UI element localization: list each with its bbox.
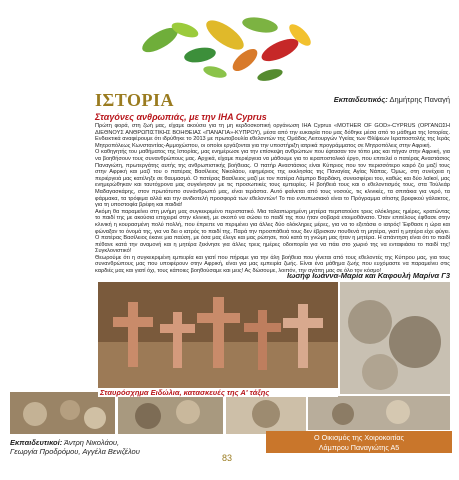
leaf-decoration: [0, 0, 459, 86]
leaf-shape: [202, 64, 228, 80]
model-village-photo-3: [226, 392, 306, 434]
model-village-illustration: [10, 392, 115, 434]
footer-editor-names-2: Γεωργία Προδρόμου, Αγγέλα Βενιζέλου: [10, 447, 140, 456]
model-village-illustration: [308, 396, 450, 430]
clay-figurines-photo: [98, 282, 338, 388]
figurines-illustration: [98, 282, 338, 388]
leaf-shape: [229, 45, 261, 75]
editor-name: Δημήτρης Παναγή: [389, 95, 450, 104]
model-village-illustration: [118, 392, 223, 434]
article-paragraph: Ακόμη θα παραμείνει στη μνήμη μας συγκεκριμένο περιστατικό. Μια ταλαιπωρημένη μητέρα περπατούσε τρεις ολόκληρες ημέρες, κρατώντας το παιδί της με ακούσια επιχειρεί στην κλινική, με σκοπό να σώσει το παιδί της που ήταν σοβαρά ετοιμοθάνατο. Όταν επιτέλους έφθασε στην κλινική η κουρασμένη πολύ πολλή, που έπρεπε να περιμένει για άλλες δύο ολόκληρες μέρες, για να το εξετάσει ο ιατρός! Έφθασε η ώρα και φώναξαν το όνομά της, για να δει ο ιατρός το παιδί της. Παρά την προσπάθειά τους δεν έβρισκαν πουθενά τη μητέρα, γιατί η μητέρα είχε φύγει. Ο πατέρας Βασίλειος έκανε μια παύση, με όσα μας έλεγε και μας ρώτησε, πού κατά τη γνώμη μας ήταν η μητέρα. Η απάντηση είναι ότι το παιδί πέθανε κατά την αναμονή και η μητέρα ξεκίνησε για άλλες τρεις ημέρες οδοιπορία για να πάει στο χωριό της να ενταφιάσει το παιδί της! Συγκλονιστικό!: [95, 208, 450, 255]
footer-editors: [10, 438, 210, 456]
figurines-caption: Σταυρόσχημα Ειδώλια, κατασκευές της Α' τάξης: [98, 388, 338, 397]
article-paragraph: Πρώτη φορά, στη ζωή μας, είχαμε ακούσει για τη μη κερδοσκοπική οργάνωση IHA Cyprus «MOTHER OF GOD»-CYPRUS (ΟΡΓΑΝΩΣΗ ΔΙΕΘΝΟΥΣ ΑΝΘΡΩΠΙΣΤΙΚΗΣ ΒΟΗΘΕΙΑΣ «ΠΑΝΑΓΙΑ»-ΚΥΠΡΟΥ), μέσα από την ευκαιρία που μας δόθηκε μέσα από το μάθημα της Ιστορίας. Ενδεικτικά αναφέρουμε ότι ιδρύθηκε το 2013 με πρωτοβουλία εθελοντών της Ομάδας Λειτουργών Υγείας των Θλίψεων Ιεραποστολής της Ιεράς Μητροπόλεως Κωνσταντίας-Αμμοχώστου, οι οποίοι εργάζονται για την υποστήριξη ιατρικά προγράμματος σε Μητροπόλεις στην Αφρική.: [95, 123, 450, 149]
article-paragraph: Θεωρούμε ότι η συγκεκριμένη εμπειρία και γιατί που πήραμε για την άλη βοήθεια που γίνεται από τους εθελοντές της Κύπρου μας, για τους συνανθρώπους μας που υποφέρουν στην Αφρική, είναι για μας εμπειρία ζωής. Είναι ένα μάθημα ζωής που ευχόμαστε να παραμείνει στις καρδιές μας και γιατί όχι, τους κάποιες βοηθούσαμε και μεις! Ας δώσουμε, λοιπόν, την αγάπη μας σε όλο τον κόσμο!: [95, 254, 450, 275]
section-title-row: [95, 90, 450, 108]
model-village-photo-4: [308, 396, 450, 430]
article-paragraph: Ο καθηγητής του μαθήματος της Ιστορίας, μας ενημέρωσε για την επίσκεψη ανθρώπων που έφτασαν τον τόπο μας και πήγαν στην Αφρική, για να βοηθήσουν τους συνανθρώπους μας. Αρχικά, είχαμε περιέργεια να μάθουμε για το ιεραποστολικό έργο, που επιτελεί ο πατέρας Αναστάσιος Παναγιώτη, πρωτεργάτης αυτής της ανθρωπιστικής βοήθειας. Ο πατήρ Αναστάσιος είναι Κύπριος που τον περισσότερο καιρό ζει μαζί τους στην Αφρική και μαζί του ο πατέρας Βασίλειος Νικολάου, εφημέριος της εκκλησίας της Παναγίας Αγίας Νάπας. Όμως, στη συνέχεια η περιέργειά μας κατέληξε σε θαυμασμό. Ο πατέρας Βασίλειος μαζί με τον πατέρα Λάμπρο Βαρδάκη, συνεισφέρει του, καθώς και δύο λαϊκοί, μας ενημερώθηκαν και ταυτόχρονα μας συγκίνησαν με τις προσωπικές τους εμπειρίες. Η βοήθειά τους και ο εθελοντισμός τους, στα Τούλεάρ Μαδαγασκάρης, στον πρωτότυπο συνάνθρωπό μας, είναι τεράστια. Αυτό φαίνεται από τους νοσούς, τις κλινικές, τα σπιτάκια για νερό, τα φάρμακα, τα τρόφιμα αλλά και την ανιδιοτελή προσφορά των εθελοντών! Το πιο εντυπωσιακό είναι το Πρόγραμμα σίτισης βρεφικού γάλακτος, για τη υποστοφία βρέφη και παιδιά!: [95, 149, 450, 209]
caption-box-title: Ο Οικισμός της Χοιροκοιτίας: [314, 433, 404, 442]
model-village-illustration: [226, 392, 306, 434]
editor-label: Εκπαιδευτικός:: [333, 95, 388, 104]
leaf-shape: [241, 15, 279, 35]
stone-houses-photo: [340, 282, 450, 394]
leaf-shape: [256, 67, 284, 83]
caption-box-author: Λάμπρου Παναγιώτης Α5: [318, 442, 400, 452]
footer-editor-label: Εκπαιδευτικοί:: [10, 438, 63, 447]
article-body: [95, 123, 450, 275]
footer-editor-names: Άντρη Νικολάου,: [64, 438, 120, 447]
leaf-shape: [183, 45, 217, 64]
article-authors: Ιωσήφ Ιωάννα-Μαρία και Καφουλή Μαρίνα Γ3: [286, 271, 450, 280]
model-village-photo-1: [10, 392, 115, 434]
leaf-shape: [258, 34, 301, 65]
article-heading: Σταγόνες ανθρωπιάς, με την IHA Cyprus: [95, 112, 267, 122]
choirokoitia-caption: [266, 431, 452, 453]
section-title: ΙΣΤΟΡΙΑ: [95, 90, 174, 110]
page-number: 83: [222, 453, 233, 463]
stone-houses-illustration: [340, 282, 450, 394]
section-editor: [334, 95, 450, 104]
model-village-photo-2: [118, 392, 223, 434]
decorative-header: [0, 0, 459, 86]
